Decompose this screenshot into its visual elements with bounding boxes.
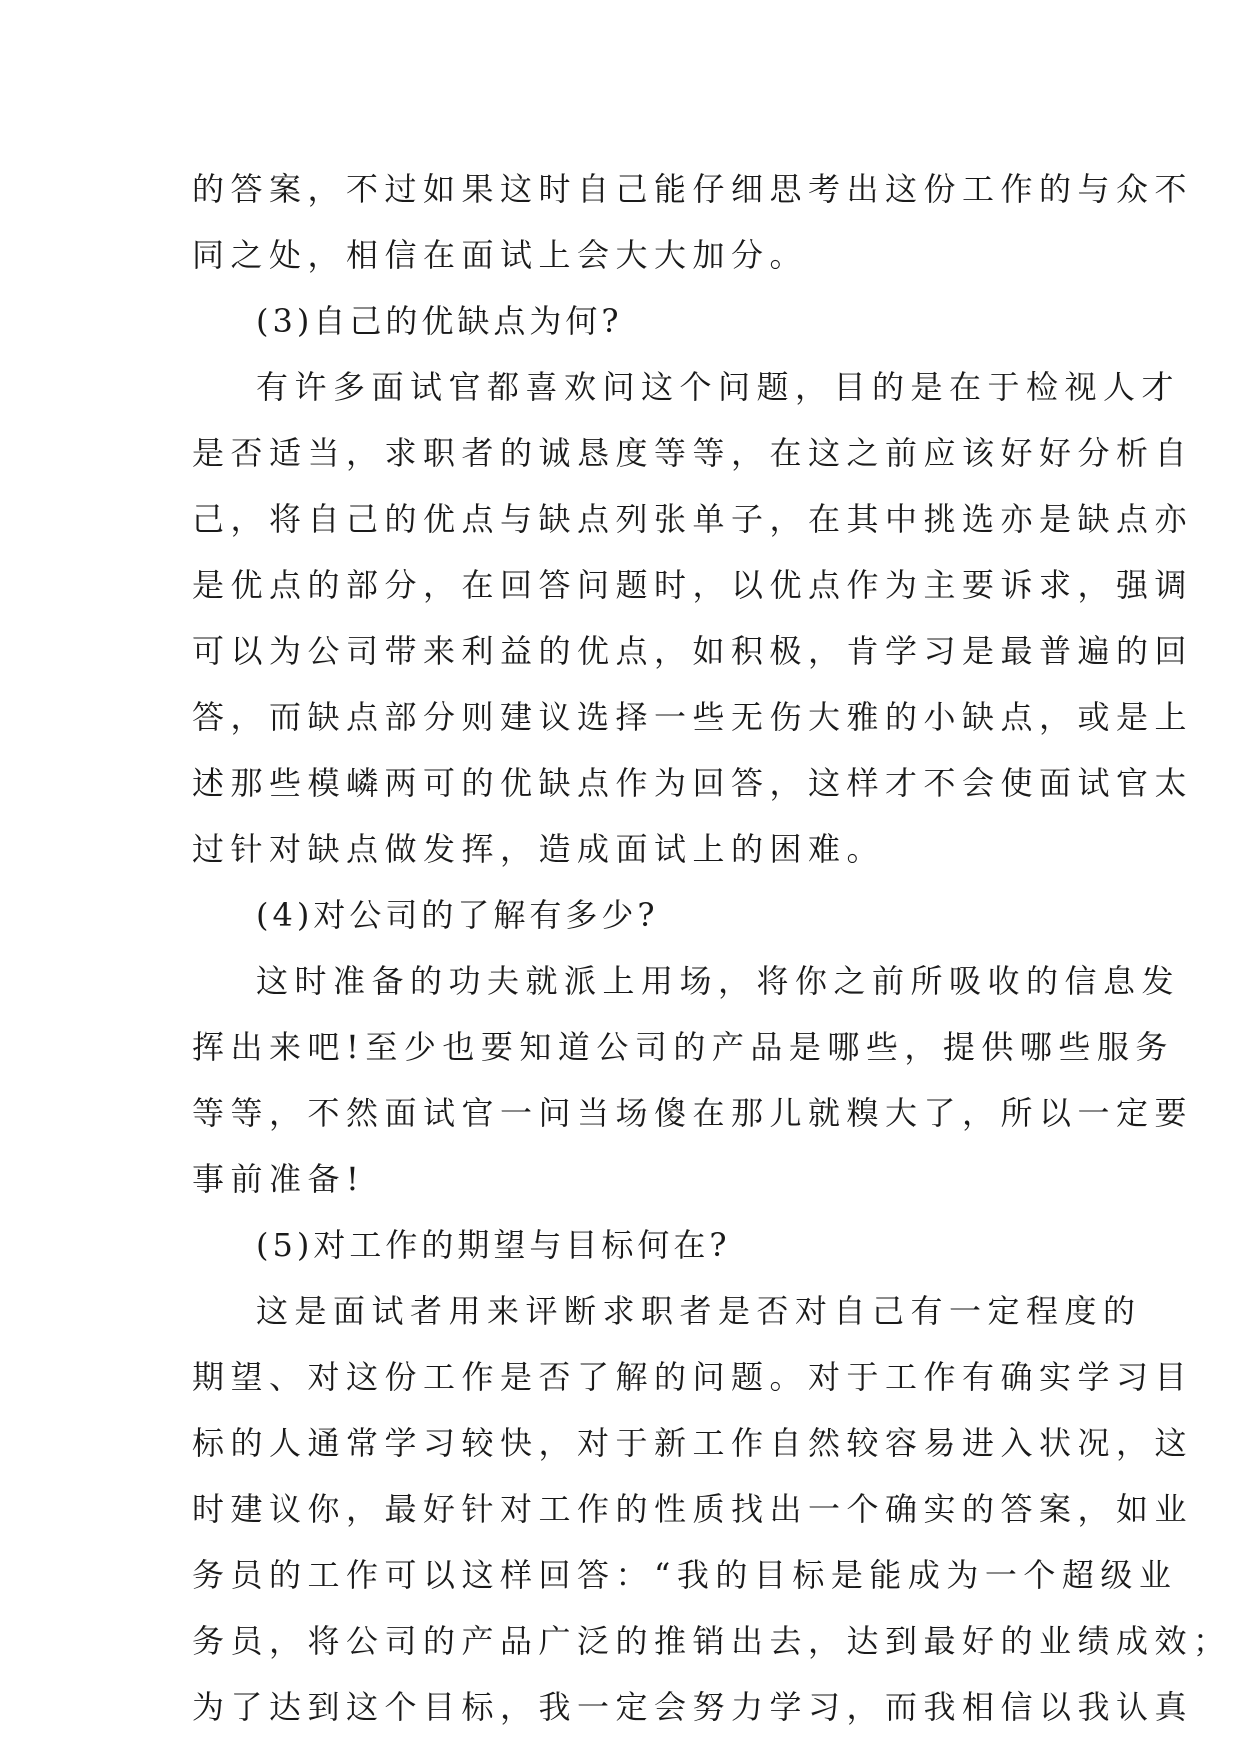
paragraph-line: 答，而缺点部分则建议选择一些无伤大雅的小缺点，或是上 [192, 698, 1194, 736]
paragraph-line: 有许多面试官都喜欢问这个问题，目的是在于检视人才 [256, 368, 1181, 406]
paragraph-line: 这是面试者用来评断求职者是否对自己有一定程度的 [256, 1292, 1142, 1330]
paragraph-line: 务员的工作可以这样回答：“我的目标是能成为一个超级业 [192, 1556, 1178, 1594]
paragraph-line: 可以为公司带来利益的优点，如积极，肯学习是最普遍的回 [192, 632, 1194, 670]
section-heading: (5)对工作的期望与目标何在? [256, 1226, 731, 1264]
paragraph-line: 同之处，相信在面试上会大大加分。 [192, 236, 809, 274]
document-body [192, 156, 1232, 1740]
paragraph-line: 期望、对这份工作是否了解的问题。对于工作有确实学习目 [192, 1358, 1194, 1396]
paragraph-line: 这时准备的功夫就派上用场，将你之前所吸收的信息发 [256, 962, 1181, 1000]
paragraph-line: 挥出来吧!至少也要知道公司的产品是哪些，提供哪些服务 [192, 1028, 1174, 1066]
paragraph-line: 等等，不然面试官一问当场傻在那儿就糗大了，所以一定要 [192, 1094, 1194, 1132]
paragraph-line: 己，将自己的优点与缺点列张单子，在其中挑选亦是缺点亦 [192, 500, 1194, 538]
paragraph-line: 述那些模嶙两可的优缺点作为回答，这样才不会使面试官太 [192, 764, 1194, 802]
section-heading: (3)自己的优缺点为何? [256, 302, 623, 340]
paragraph-line: 务员，将公司的产品广泛的推销出去，达到最好的业绩成效； [192, 1622, 1232, 1660]
paragraph-line: 标的人通常学习较快，对于新工作自然较容易进入状况，这 [192, 1424, 1194, 1462]
section-heading: (4)对公司的了解有多少? [256, 896, 659, 934]
paragraph-line: 过针对缺点做发挥，造成面试上的困难。 [192, 830, 886, 868]
paragraph-line: 的答案，不过如果这时自己能仔细思考出这份工作的与众不 [192, 170, 1194, 208]
paragraph-line: 时建议你，最好针对工作的性质找出一个确实的答案，如业 [192, 1490, 1194, 1528]
paragraph-line: 是优点的部分，在回答问题时，以优点作为主要诉求，强调 [192, 566, 1194, 604]
paragraph-line: 是否适当，求职者的诚恳度等等，在这之前应该好好分析自 [192, 434, 1194, 472]
paragraph-line: 为了达到这个目标，我一定会努力学习，而我相信以我认真 [192, 1688, 1194, 1726]
paragraph-line: 事前准备! [192, 1160, 366, 1198]
